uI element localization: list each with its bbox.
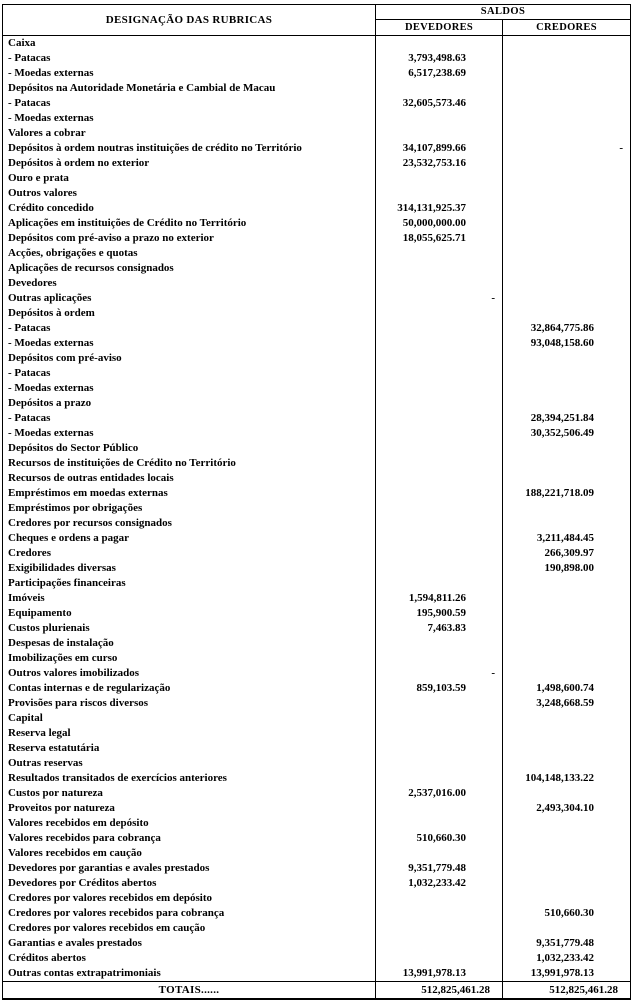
table-row (3, 711, 630, 726)
credores-value (503, 291, 630, 306)
devedores-value: 3,793,498.63 (376, 51, 503, 66)
devedores-value (376, 891, 503, 906)
rubrica-label: Depósitos a prazo (3, 396, 376, 411)
devedores-value (376, 111, 503, 126)
table-row (3, 876, 630, 891)
credores-value: 2,493,304.10 (536, 802, 594, 814)
rubrica-label: Outras aplicações (3, 291, 376, 306)
rubrica-label: Aplicações em instituições de Crédito no Território (3, 216, 376, 231)
rubrica-label: - Moedas externas (3, 336, 376, 351)
devedores-value (376, 711, 503, 726)
credores-value (503, 36, 630, 51)
table-row (3, 756, 630, 771)
rubrica-label: - Moedas externas (3, 426, 376, 441)
credores-value (503, 921, 630, 936)
devedores-value (376, 396, 503, 411)
credores-value (503, 891, 630, 906)
credores-value: 3,211,484.45 (536, 532, 594, 544)
credores-value: 28,394,251.84 (530, 412, 594, 424)
devedores-value (376, 726, 503, 741)
rubrica-label: Empréstimos em moedas externas (3, 486, 376, 501)
credores-value (503, 111, 630, 126)
table-row (3, 456, 630, 471)
credores-value (503, 501, 630, 516)
table-row (3, 741, 630, 756)
rubrica-label: - Moedas externas (3, 66, 376, 81)
balance-sheet-table (2, 4, 631, 1000)
rubrica-label: Imobilizações em curso (3, 651, 376, 666)
devedores-value (376, 801, 503, 816)
credores-value (503, 456, 630, 471)
table-row (3, 501, 630, 516)
devedores-value (376, 936, 503, 951)
table-row (3, 516, 630, 531)
table-row (3, 411, 630, 426)
table-row (3, 111, 630, 126)
table-row (3, 216, 630, 231)
devedores-value (376, 531, 503, 546)
devedores-value (376, 546, 503, 561)
table-row (3, 426, 630, 441)
table-row (3, 936, 630, 951)
credores-value (503, 366, 630, 381)
devedores-value (376, 81, 503, 96)
totals-row (3, 981, 630, 998)
rubrica-label: Credores por valores recebidos em depósito (3, 891, 376, 906)
col-header-credores: CREDORES (536, 22, 597, 33)
table-row (3, 546, 630, 561)
rubrica-label: Credores por valores recebidos em caução (3, 921, 376, 936)
devedores-value (376, 486, 503, 501)
credores-value: 93,048,158.60 (530, 337, 594, 349)
table-row (3, 696, 630, 711)
credores-value (503, 156, 630, 171)
table-row (3, 621, 630, 636)
devedores-value (376, 816, 503, 831)
table-row (3, 636, 630, 651)
credores-value (503, 381, 630, 396)
credores-value (503, 66, 630, 81)
rubrica-label: Valores a cobrar (3, 126, 376, 141)
table-row (3, 141, 630, 156)
devedores-value (376, 366, 503, 381)
table-row (3, 831, 630, 846)
table-row (3, 366, 630, 381)
devedores-value (376, 456, 503, 471)
devedores-value: 859,103.59 (376, 681, 503, 696)
devedores-value (376, 576, 503, 591)
rubrica-label: Depósitos com pré-aviso a prazo no exterior (3, 231, 376, 246)
credores-value (503, 441, 630, 456)
devedores-value: - (376, 666, 503, 681)
devedores-value: 1,032,233.42 (376, 876, 503, 891)
credores-value (503, 351, 630, 366)
col-header-saldos: SALDOS (376, 5, 630, 20)
table-row (3, 321, 630, 336)
rubrica-label: Crédito concedido (3, 201, 376, 216)
col-header-designacao: DESIGNAÇÃO DAS RUBRICAS (3, 5, 376, 35)
credores-value (503, 846, 630, 861)
saldos-header-group (376, 5, 630, 35)
credores-value: 188,221,718.09 (525, 487, 594, 499)
table-row (3, 951, 630, 966)
rubrica-label: Outros valores (3, 186, 376, 201)
devedores-value (376, 441, 503, 456)
table-row (3, 531, 630, 546)
credores-value (503, 171, 630, 186)
table-row (3, 351, 630, 366)
table-row (3, 201, 630, 216)
table-row (3, 276, 630, 291)
table-row (3, 36, 630, 51)
totals-devedores-value: 512,825,461.28 (376, 982, 503, 998)
devedores-value (376, 336, 503, 351)
table-row (3, 171, 630, 186)
devedores-value: - (376, 291, 503, 306)
devedores-value: 9,351,779.48 (376, 861, 503, 876)
rubrica-label: Capital (3, 711, 376, 726)
table-row (3, 66, 630, 81)
rubrica-label: Contas internas e de regularização (3, 681, 376, 696)
table-row (3, 606, 630, 621)
devedores-value (376, 471, 503, 486)
rubrica-label: Custos plurienais (3, 621, 376, 636)
devedores-value: 510,660.30 (376, 831, 503, 846)
rubrica-label: Valores recebidos em caução (3, 846, 376, 861)
devedores-value (376, 921, 503, 936)
table-row (3, 471, 630, 486)
rubrica-label: - Moedas externas (3, 381, 376, 396)
table-row (3, 186, 630, 201)
totals-label: TOTAIS...... (3, 982, 376, 998)
table-row (3, 906, 630, 921)
table-row (3, 666, 630, 681)
credores-value (503, 591, 630, 606)
devedores-value: 1,594,811.26 (376, 591, 503, 606)
credores-value (503, 741, 630, 756)
table-row (3, 651, 630, 666)
rubrica-label: - Patacas (3, 96, 376, 111)
credores-value: 1,498,600.74 (536, 682, 594, 694)
devedores-value (376, 906, 503, 921)
credores-value (503, 861, 630, 876)
devedores-value (376, 36, 503, 51)
devedores-value: 6,517,238.69 (376, 66, 503, 81)
credores-value (503, 726, 630, 741)
devedores-value (376, 306, 503, 321)
devedores-value (376, 321, 503, 336)
rubrica-label: Aplicações de recursos consignados (3, 261, 376, 276)
devedores-value: 50,000,000.00 (376, 216, 503, 231)
table-row (3, 486, 630, 501)
table-body (3, 36, 630, 981)
rubrica-label: Valores recebidos em depósito (3, 816, 376, 831)
devedores-value (376, 186, 503, 201)
rubrica-label: Valores recebidos para cobrança (3, 831, 376, 846)
devedores-value (376, 501, 503, 516)
devedores-value (376, 636, 503, 651)
saldos-subheader (376, 20, 630, 35)
credores-value: 266,309.97 (544, 547, 594, 559)
credores-value (503, 786, 630, 801)
credores-value (503, 666, 630, 681)
table-row (3, 306, 630, 321)
devedores-value (376, 246, 503, 261)
table-row (3, 96, 630, 111)
table-row (3, 801, 630, 816)
table-row (3, 336, 630, 351)
rubrica-label: Outras reservas (3, 756, 376, 771)
credores-value: 1,032,233.42 (536, 952, 594, 964)
devedores-value (376, 651, 503, 666)
devedores-value (376, 126, 503, 141)
table-row (3, 81, 630, 96)
rubrica-label: Depósitos à ordem (3, 306, 376, 321)
rubrica-label: Recursos de instituições de Crédito no Território (3, 456, 376, 471)
table-header (3, 5, 630, 36)
credores-value: 30,352,506.49 (530, 427, 594, 439)
table-row (3, 381, 630, 396)
devedores-value (376, 411, 503, 426)
credores-value (503, 216, 630, 231)
devedores-value (376, 756, 503, 771)
devedores-value: 13,991,978.13 (376, 966, 503, 981)
credores-value (503, 621, 630, 636)
rubrica-label: Imóveis (3, 591, 376, 606)
credores-value: 104,148,133.22 (525, 772, 594, 784)
rubrica-label: Participações financeiras (3, 576, 376, 591)
rubrica-label: Ouro e prata (3, 171, 376, 186)
rubrica-label: Outras contas extrapatrimoniais (3, 966, 376, 981)
devedores-value (376, 276, 503, 291)
credores-value (503, 246, 630, 261)
credores-value (503, 831, 630, 846)
table-row (3, 891, 630, 906)
table-row (3, 966, 630, 981)
devedores-value (376, 261, 503, 276)
credores-value: 32,864,775.86 (530, 322, 594, 334)
credores-value (503, 306, 630, 321)
table-row (3, 156, 630, 171)
table-row (3, 861, 630, 876)
rubrica-label: Exigibilidades diversas (3, 561, 376, 576)
devedores-value (376, 696, 503, 711)
devedores-value (376, 561, 503, 576)
rubrica-label: Equipamento (3, 606, 376, 621)
rubrica-label: Cheques e ordens a pagar (3, 531, 376, 546)
rubrica-label: Despesas de instalação (3, 636, 376, 651)
devedores-value (376, 171, 503, 186)
credores-value (503, 816, 630, 831)
credores-value: 9,351,779.48 (536, 937, 594, 949)
credores-value: - (619, 142, 623, 154)
devedores-value (376, 426, 503, 441)
rubrica-label: Empréstimos por obrigações (3, 501, 376, 516)
devedores-value (376, 771, 503, 786)
rubrica-label: Credores por recursos consignados (3, 516, 376, 531)
credores-value (503, 396, 630, 411)
credores-value (503, 96, 630, 111)
rubrica-label: Outros valores imobilizados (3, 666, 376, 681)
rubrica-label: Proveitos por natureza (3, 801, 376, 816)
rubrica-label: Depósitos na Autoridade Monetária e Cambial de Macau (3, 81, 376, 96)
table-row (3, 726, 630, 741)
credores-value (503, 231, 630, 246)
devedores-value (376, 351, 503, 366)
devedores-value: 34,107,899.66 (376, 141, 503, 156)
credores-value (503, 471, 630, 486)
devedores-value: 23,532,753.16 (376, 156, 503, 171)
table-row (3, 921, 630, 936)
rubrica-label: Devedores por garantias e avales prestados (3, 861, 376, 876)
rubrica-label: Reserva estatutária (3, 741, 376, 756)
table-row (3, 126, 630, 141)
devedores-value (376, 846, 503, 861)
rubrica-label: - Moedas externas (3, 111, 376, 126)
table-row (3, 246, 630, 261)
rubrica-label: Caixa (3, 36, 376, 51)
devedores-value (376, 516, 503, 531)
table-row (3, 591, 630, 606)
rubrica-label: Garantias e avales prestados (3, 936, 376, 951)
rubrica-label: Resultados transitados de exercícios anteriores (3, 771, 376, 786)
table-row (3, 771, 630, 786)
credores-value: 3,248,668.59 (536, 697, 594, 709)
credores-value (503, 516, 630, 531)
rubrica-label: Devedores (3, 276, 376, 291)
devedores-value: 314,131,925.37 (376, 201, 503, 216)
devedores-value: 18,055,625.71 (376, 231, 503, 246)
credores-value: 190,898.00 (544, 562, 594, 574)
table-row (3, 846, 630, 861)
rubrica-label: Credores (3, 546, 376, 561)
table-row (3, 231, 630, 246)
devedores-value (376, 951, 503, 966)
credores-value (503, 606, 630, 621)
rubrica-label: - Patacas (3, 366, 376, 381)
credores-value: 13,991,978.13 (530, 967, 594, 979)
table-row (3, 681, 630, 696)
devedores-value (376, 741, 503, 756)
devedores-value (376, 381, 503, 396)
rubrica-label: Custos por natureza (3, 786, 376, 801)
table-row (3, 576, 630, 591)
credores-value (503, 81, 630, 96)
col-header-devedores: DEVEDORES (376, 20, 503, 35)
rubrica-label: Depósitos à ordem no exterior (3, 156, 376, 171)
rubrica-label: Acções, obrigações e quotas (3, 246, 376, 261)
rubrica-label: Recursos de outras entidades locais (3, 471, 376, 486)
table-row (3, 396, 630, 411)
credores-value (503, 756, 630, 771)
rubrica-label: Créditos abertos (3, 951, 376, 966)
credores-value (503, 711, 630, 726)
credores-value: 510,660.30 (544, 907, 594, 919)
rubrica-label: - Patacas (3, 51, 376, 66)
devedores-value: 195,900.59 (376, 606, 503, 621)
rubrica-label: - Patacas (3, 321, 376, 336)
table-row (3, 261, 630, 276)
credores-value (503, 201, 630, 216)
credores-value (503, 636, 630, 651)
table-row (3, 441, 630, 456)
rubrica-label: Depósitos com pré-aviso (3, 351, 376, 366)
rubrica-label: Provisões para riscos diversos (3, 696, 376, 711)
rubrica-label: Reserva legal (3, 726, 376, 741)
table-row (3, 291, 630, 306)
credores-value (503, 576, 630, 591)
rubrica-label: Devedores por Créditos abertos (3, 876, 376, 891)
table-row (3, 786, 630, 801)
credores-value (503, 51, 630, 66)
rubrica-label: Depósitos à ordem noutras instituições de crédito no Território (3, 141, 376, 156)
table-row (3, 51, 630, 66)
credores-value (503, 876, 630, 891)
table-row (3, 816, 630, 831)
rubrica-label: Depósitos do Sector Público (3, 441, 376, 456)
devedores-value: 32,605,573.46 (376, 96, 503, 111)
totals-credores-value: 512,825,461.28 (549, 984, 618, 996)
devedores-value: 7,463.83 (376, 621, 503, 636)
credores-value (503, 186, 630, 201)
rubrica-label: - Patacas (3, 411, 376, 426)
table-row (3, 561, 630, 576)
rubrica-label: Credores por valores recebidos para cobrança (3, 906, 376, 921)
credores-value (503, 276, 630, 291)
credores-value (503, 651, 630, 666)
devedores-value: 2,537,016.00 (376, 786, 503, 801)
credores-value (503, 126, 630, 141)
credores-value (503, 261, 630, 276)
